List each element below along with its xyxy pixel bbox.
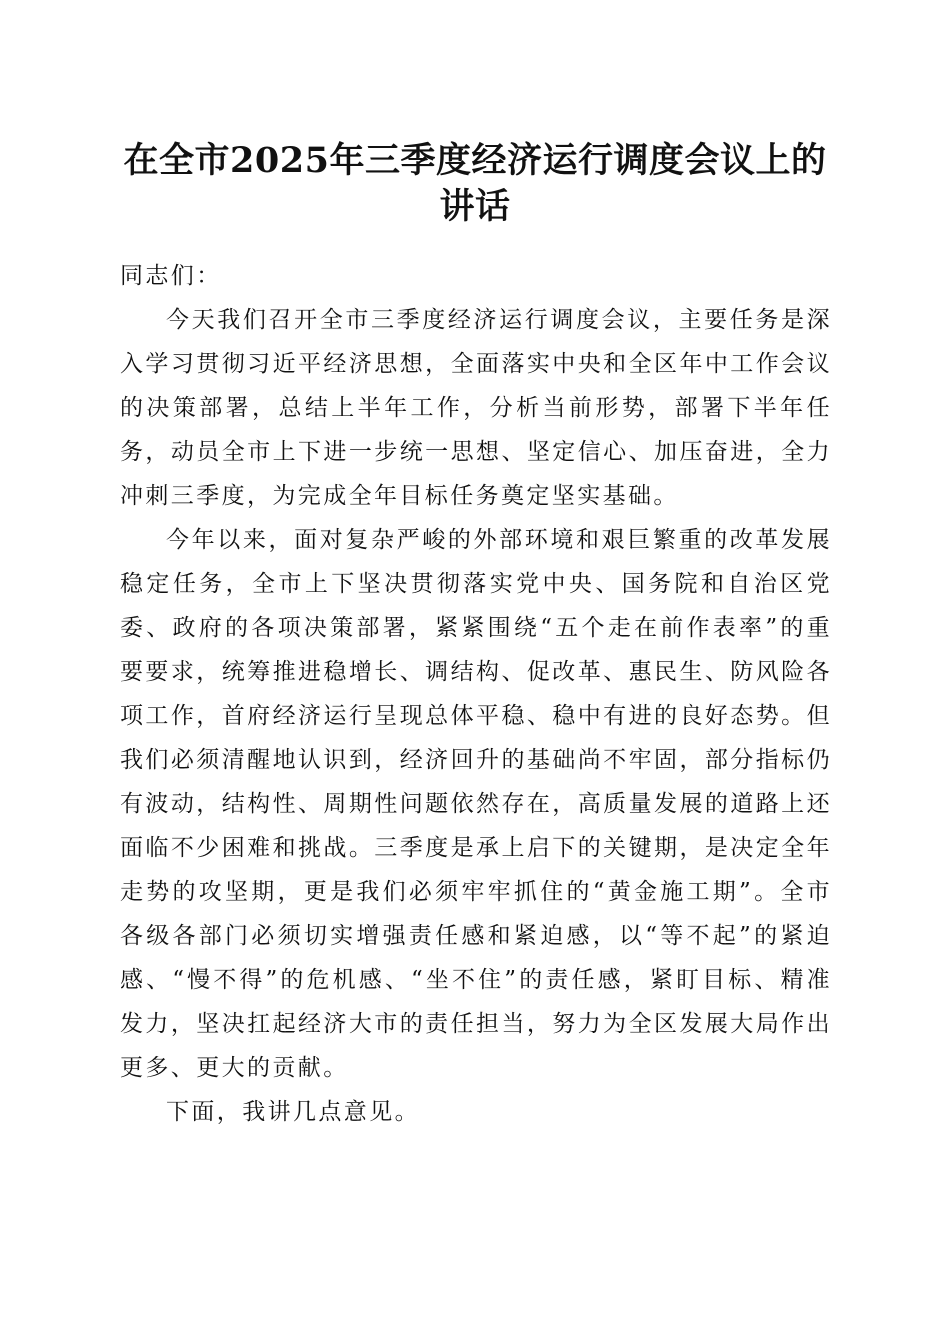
paragraph-intro: 今天我们召开全市三季度经济运行调度会议，主要任务是深入学习贯彻习近平经济思想，全面落实中央和全区年中工作会议的决策部署，总结上半年工作，分析当前形势，部署下半年任务，动员全市上下进一步统一思想、坚定信心、加压奋进，全力冲刺三季度，为完成全年目标任务奠定坚实基础。	[120, 307, 832, 509]
title-line-1: 在全市2025年三季度经济运行调度会议上的	[123, 140, 827, 181]
paragraph-situation: 今年以来，面对复杂严峻的外部环境和艰巨繁重的改革发展稳定任务，全市上下坚决贯彻落实党中央、国务院和自治区党委、政府的各项决策部署，紧紧围绕“五个走在前作表率”的重要要求，统筹推进稳增长、调结构、促改革、惠民生、防风险各项工作，首府经济运行呈现总体平稳、稳中有进的良好态势。但我们必须清醒地认识到，经济回升的基础尚不牢固，部分指标仍有波动，结构性、周期性问题依然存在，高质量发展的道路上还面临不少困难和挑战。三季度是承上启下的关键期，是决定全年走势的攻坚期，更是我们必须牢牢抓住的“黄金施工期”。全市各级各部门必须切实增强责任感和紧迫感，以“等不起”的紧迫感、“慢不得”的危机感、“坐不住”的责任感，紧盯目标、精准发力，坚决扛起经济大市的责任担当，努力为全区发展大局作出更多、更大的贡献。	[120, 527, 832, 1081]
document-body	[120, 254, 832, 1134]
paragraph-transition: 下面，我讲几点意见。	[166, 1099, 420, 1125]
salutation: 同志们：	[120, 263, 222, 289]
document-title	[90, 138, 860, 230]
title-line-2: 讲话	[439, 186, 511, 227]
